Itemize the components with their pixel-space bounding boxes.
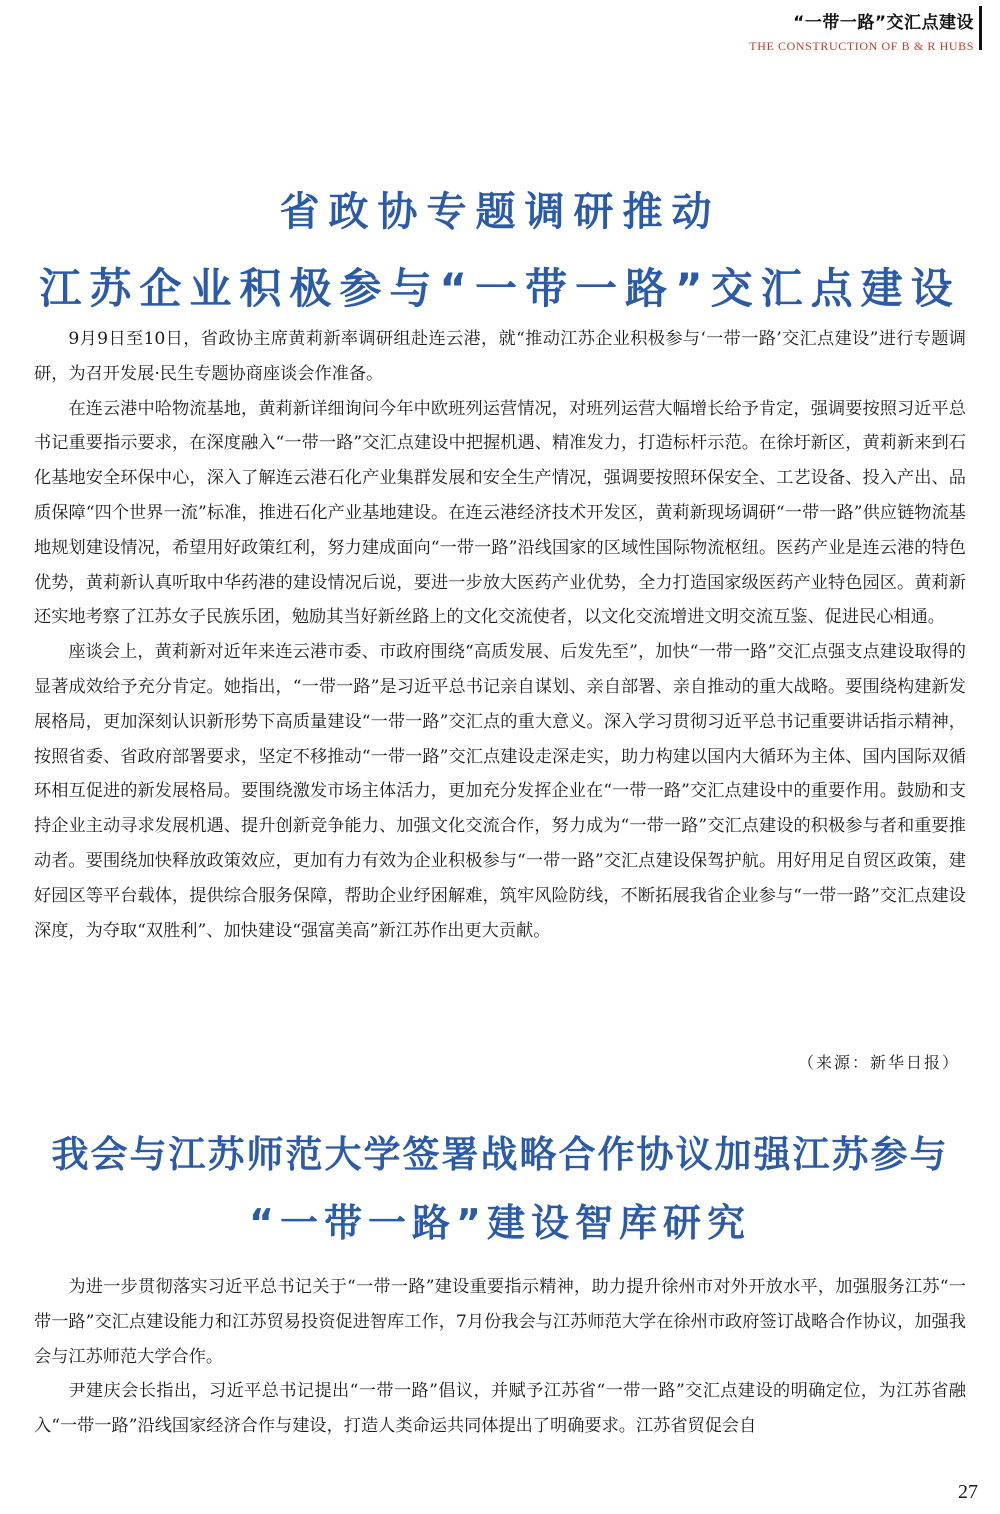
- page-number: 27: [958, 1481, 978, 1503]
- article1-source: （来源：新华日报）: [797, 1053, 960, 1072]
- article1-paragraph-2: 在连云港中哈物流基地，黄莉新详细询问今年中欧班列运营情况，对班列运营大幅增长给予肯定，强调要按照习近平总书记重要指示要求，在深度融入“一带一路”交汇点建设中把握机遇、精准发力，打造标杆示范。在徐圩新区，黄莉新来到石化基地安全环保中心，深入了解连云港石化产业集群发展和安全生产情况，强调要按照环保安全、工艺设备、投入产出、品质保障“四个世界一流”标准，推进石化产业基地建设。在连云港经济技术开发区，黄莉新现场调研“一带一路”供应链物流基地规划建设情况，希望用好政策红利，努力建成面向“一带一路”沿线国家的区域性国际物流枢纽。医药产业是连云港的特色优势，黄莉新认真听取中华药港的建设情况后说，要进一步放大医药产业优势，全力打造国家级医药产业特色园区。黄莉新还实地考察了江苏女子民族乐团，勉励其当好新丝路上的文化交流使者，以文化交流增进文明交流互鉴、促进民心相通。: [34, 398, 966, 628]
- section-title-en: THE CONSTRUCTION OF B & R HUBS: [749, 39, 974, 53]
- article2-title-line2: “一带一路”建设智库研究: [249, 1201, 751, 1245]
- article2-title-line1: 我会与江苏师范大学签署战略合作协议加强江苏参与: [51, 1133, 949, 1176]
- article1-title-line1: 省政协专题调研推动: [279, 189, 721, 235]
- article1-paragraph-3: 座谈会上，黄莉新对近年来连云港市委、市政府围绕“高质发展、后发先至”，加快“一带一路”交汇点强支点建设取得的显著成效给予充分肯定。她指出，“一带一路”是习近平总书记亲自谋划、亲自部署、亲自推动的重大战略。要围绕构建新发展格局，更加深刻认识新形势下高质量建设“一带一路”交汇点的重大意义。深入学习贯彻习近平总书记重要讲话指示精神，按照省委、省政府部署要求，坚定不移推动“一带一路”交汇点建设走深走实，助力构建以国内大循环为主体、国内国际双循环相互促进的新发展格局。要围绕激发市场主体活力，更加充分发挥企业在“一带一路”交汇点建设中的重要作用。鼓励和支持企业主动寻求发展机遇、提升创新竞争能力、加强文化交流合作，努力成为“一带一路”交汇点建设的积极参与者和重要推动者。要围绕加快释放政策效应，更加有力有效为企业积极参与“一带一路”交汇点建设保驾护航。用好用足自贸区政策，建好园区等平台载体，提供综合服务保障，帮助企业纾困解难，筑牢风险防线，不断拓展我省企业参与“一带一路”交汇点建设深度，为夺取“双胜利”、加快建设“强富美高”新江苏作出更大贡献。: [34, 642, 966, 941]
- article1-title-line2: 江苏企业积极参与“一带一路”交汇点建设: [39, 264, 961, 313]
- section-title-cn: “一带一路”交汇点建设: [793, 13, 974, 33]
- article2-body: [34, 1270, 966, 1444]
- article1-body: [34, 322, 966, 948]
- header-bar: [979, 6, 982, 50]
- article2-paragraph-1: 为进一步贯彻落实习近平总书记关于“一带一路”建设重要指示精神，助力提升徐州市对外开放水平，加强服务江苏“一带一路”交汇点建设能力和江苏贸易投资促进智库工作，7月份我会与江苏师范大学在徐州市政府签订战略合作协议，加强我会与江苏师范大学合作。: [34, 1277, 966, 1367]
- article1-paragraph-1: 9月9日至10日，省政协主席黄莉新率调研组赴连云港，就“推动江苏企业积极参与‘一带一路’交汇点建设”进行专题调研，为召开发展·民生专题协商座谈会作准备。: [34, 329, 966, 384]
- article2-paragraph-2: 尹建庆会长指出，习近平总书记提出“一带一路”倡议，并赋予江苏省“一带一路”交汇点建设的明确定位，为江苏省融入“一带一路”沿线国家经济合作与建设，打造人类命运共同体提出了明确要求。江苏省贸促会自: [34, 1381, 966, 1437]
- running-header: [749, 8, 974, 54]
